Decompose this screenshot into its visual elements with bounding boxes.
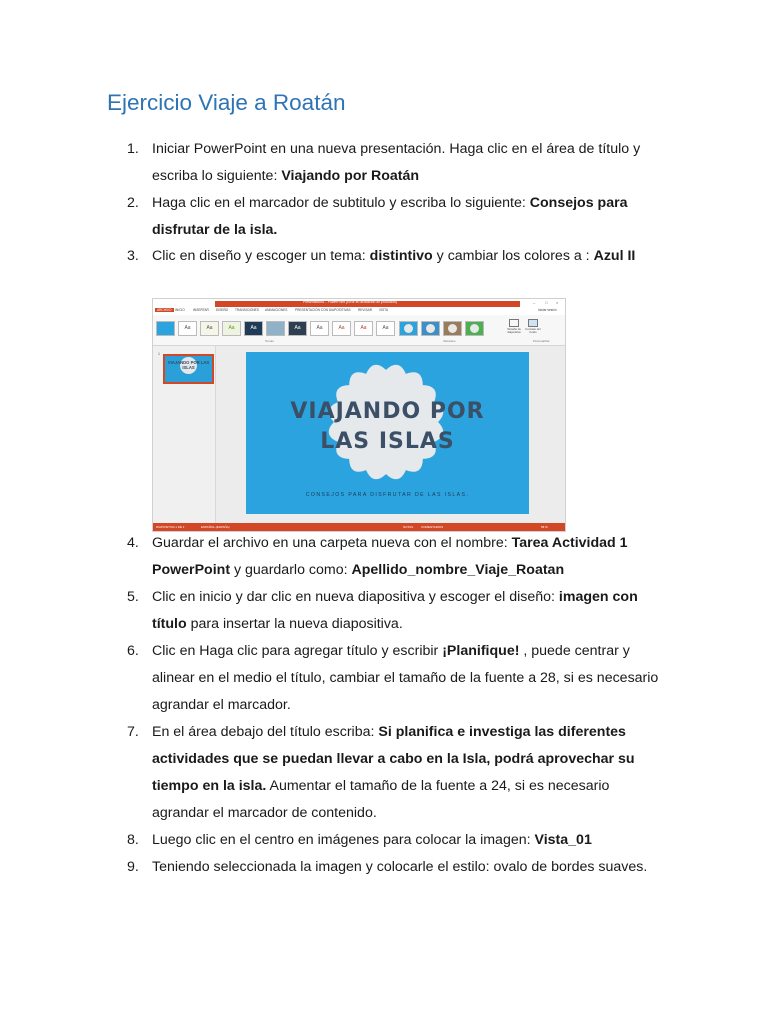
step-text-bold: Si planifica e investiga las diferentes actividades que se puedan llevar a cabo en la Isla, podrá aprovechar su tiempo en la isla. — [152, 724, 635, 794]
status-notes[interactable]: NOTAS — [403, 525, 414, 529]
list-item — [127, 638, 667, 719]
slide-canvas — [216, 346, 565, 523]
list-item — [127, 136, 667, 190]
step-text-run: , puede centrar y alinear en el medio el título, cambiar el tamaño de la fuente a 28, si es necesario agrandar el marcador. — [152, 643, 659, 713]
powerpoint-screenshot — [152, 298, 566, 532]
step-text — [152, 827, 667, 854]
slide-subtitle[interactable]: CONSEJOS PARA DISFRUTAR DE LAS ISLAS. — [305, 492, 470, 498]
tab-presentacion[interactable]: PRESENTACIÓN CON DIAPOSITIVAS — [295, 308, 351, 312]
theme-option[interactable]: Aa — [288, 321, 307, 336]
theme-option[interactable]: Aa — [376, 321, 395, 336]
theme-option[interactable]: Aa — [244, 321, 263, 336]
step-text-run: y cambiar los colores a : — [432, 248, 594, 264]
step-text — [152, 136, 667, 190]
step-text-bold: Azul II — [593, 248, 636, 264]
step-text-run: Clic en Haga clic para agregar título y escribir — [152, 643, 443, 659]
variant-option[interactable] — [399, 321, 418, 336]
list-item — [127, 530, 667, 584]
signin-link[interactable]: Iniciar sesión — [538, 308, 557, 312]
status-bar — [153, 523, 565, 531]
list-item — [127, 190, 667, 244]
slide[interactable] — [246, 352, 529, 514]
step-text-run: Teniendo seleccionada la imagen y colocarle el estilo: ovalo de bordes suaves. — [152, 859, 648, 875]
status-zoom[interactable]: 58 % — [541, 525, 548, 529]
format-background-button[interactable] — [525, 319, 541, 335]
step-text-bold: Vista_01 — [534, 832, 592, 848]
thumbnail-number: 1 — [158, 352, 160, 356]
page-title: Ejercicio Viaje a Roatán — [107, 90, 346, 115]
theme-option[interactable]: Aa — [222, 321, 241, 336]
theme-option[interactable]: Aa — [332, 321, 351, 336]
theme-option[interactable]: Aa — [354, 321, 373, 336]
design-ribbon — [153, 315, 565, 346]
step-text-bold: Consejos para disfrutar de la isla. — [152, 195, 628, 238]
step-text-run: Iniciar PowerPoint en una nueva presentación. Haga clic en el área de título y escriba lo siguiente: — [152, 141, 641, 184]
status-comments[interactable]: COMENTARIOS — [421, 525, 444, 529]
step-number: 3. — [127, 248, 139, 264]
maximize-icon[interactable]: □ — [545, 300, 548, 305]
tab-vista[interactable]: VISTA — [379, 308, 388, 312]
format-background-icon — [528, 319, 538, 327]
list-item — [127, 719, 667, 827]
theme-option[interactable]: Aa — [178, 321, 197, 336]
variant-option[interactable] — [421, 321, 440, 336]
step-text-run: Aumentar el tamaño de la fuente a 24, si es necesario agrandar el marcador de contenido. — [152, 778, 610, 821]
step-text-run: Luego clic en el centro en imágenes para colocar la imagen: — [152, 832, 535, 848]
step-text — [152, 243, 667, 270]
step-text-run: En el área debajo del título escriba: — [152, 724, 379, 740]
step-text-run: y guardarlo como: — [230, 562, 352, 578]
step-text-bold: distintivo — [369, 248, 433, 264]
step-text — [152, 719, 667, 827]
step-text-bold: Apellido_nombre_Viaje_Roatan — [351, 562, 565, 578]
theme-option[interactable] — [266, 321, 285, 336]
variant-option[interactable] — [443, 321, 462, 336]
step-text — [152, 530, 667, 584]
app-title: Presentación1 - PowerPoint (Error en activación de productos) — [303, 300, 398, 304]
step-text-run: Clic en inicio y dar clic en nueva diapositiva y escoger el diseño: — [152, 589, 559, 605]
step-number: 7. — [127, 724, 139, 740]
slide-thumbnails-pane — [153, 346, 216, 523]
app-titlebar — [153, 299, 565, 307]
list-item — [127, 827, 667, 854]
step-text — [152, 584, 667, 638]
tab-inicio[interactable]: INICIO — [175, 308, 185, 312]
list-item — [127, 584, 667, 638]
step-number: 2. — [127, 195, 139, 211]
group-personalizar-label: Personalizar — [533, 339, 550, 343]
step-number: 4. — [127, 535, 139, 551]
slide-title[interactable] — [246, 397, 529, 457]
list-item — [127, 854, 667, 881]
slide-size-button[interactable] — [506, 319, 522, 335]
step-text-run: Guardar el archivo en una carpeta nueva con el nombre: — [152, 535, 512, 551]
step-text-bold: Tarea Actividad 1 PowerPoint — [152, 535, 628, 578]
slide-title-line: VIAJANDO POR — [290, 399, 485, 424]
slide-size-label: Tamaño de diapositiva — [507, 327, 521, 335]
status-slide-count: DIAPOSITIVA 1 DE 1 — [156, 525, 185, 529]
list-item — [127, 243, 667, 270]
close-icon[interactable]: × — [556, 300, 559, 305]
slide-size-icon — [509, 319, 519, 327]
step-text — [152, 638, 667, 719]
step-text-run: Clic en diseño y escoger un tema: — [152, 248, 370, 264]
tab-revisar[interactable]: REVISAR — [358, 308, 372, 312]
tab-diseno[interactable]: DISEÑO — [216, 308, 229, 312]
step-number: 6. — [127, 643, 139, 659]
step-text-bold: Viajando por Roatán — [281, 168, 420, 184]
step-number: 1. — [127, 141, 139, 157]
group-temas-label: Temas — [265, 339, 274, 343]
step-text-run: Haga clic en el marcador de subtitulo y escriba lo siguiente: — [152, 195, 530, 211]
step-text-bold: imagen con título — [152, 589, 638, 632]
minimize-icon[interactable]: – — [533, 300, 536, 305]
format-background-label: Formato del fondo — [525, 327, 541, 335]
step-number: 5. — [127, 589, 139, 605]
step-text-bold: ¡Planifique! — [442, 643, 520, 659]
tab-insertar[interactable]: INSERTAR — [193, 308, 209, 312]
tab-transiciones[interactable]: TRANSICIONES — [235, 308, 259, 312]
step-text — [152, 854, 667, 881]
tab-animaciones[interactable]: ANIMACIONES — [265, 308, 288, 312]
group-variantes-label: Variantes — [443, 339, 456, 343]
step-text — [152, 190, 667, 244]
step-text-run: para insertar la nueva diapositiva. — [186, 616, 403, 632]
theme-option[interactable] — [156, 321, 175, 336]
status-language: ESPAÑOL (ESPAÑA) — [201, 525, 230, 529]
slide-title-line: LAS ISLAS — [320, 429, 455, 454]
step-number: 9. — [127, 859, 139, 875]
step-number: 8. — [127, 832, 139, 848]
theme-option[interactable]: Aa — [310, 321, 329, 336]
thumbnail-title: VIAJANDO POR LAS ISLAS — [167, 360, 210, 370]
theme-option[interactable]: Aa — [200, 321, 219, 336]
slide-thumbnail[interactable] — [163, 354, 214, 384]
variant-option[interactable] — [465, 321, 484, 336]
tab-archivo[interactable]: ARCHIVO — [157, 308, 172, 312]
